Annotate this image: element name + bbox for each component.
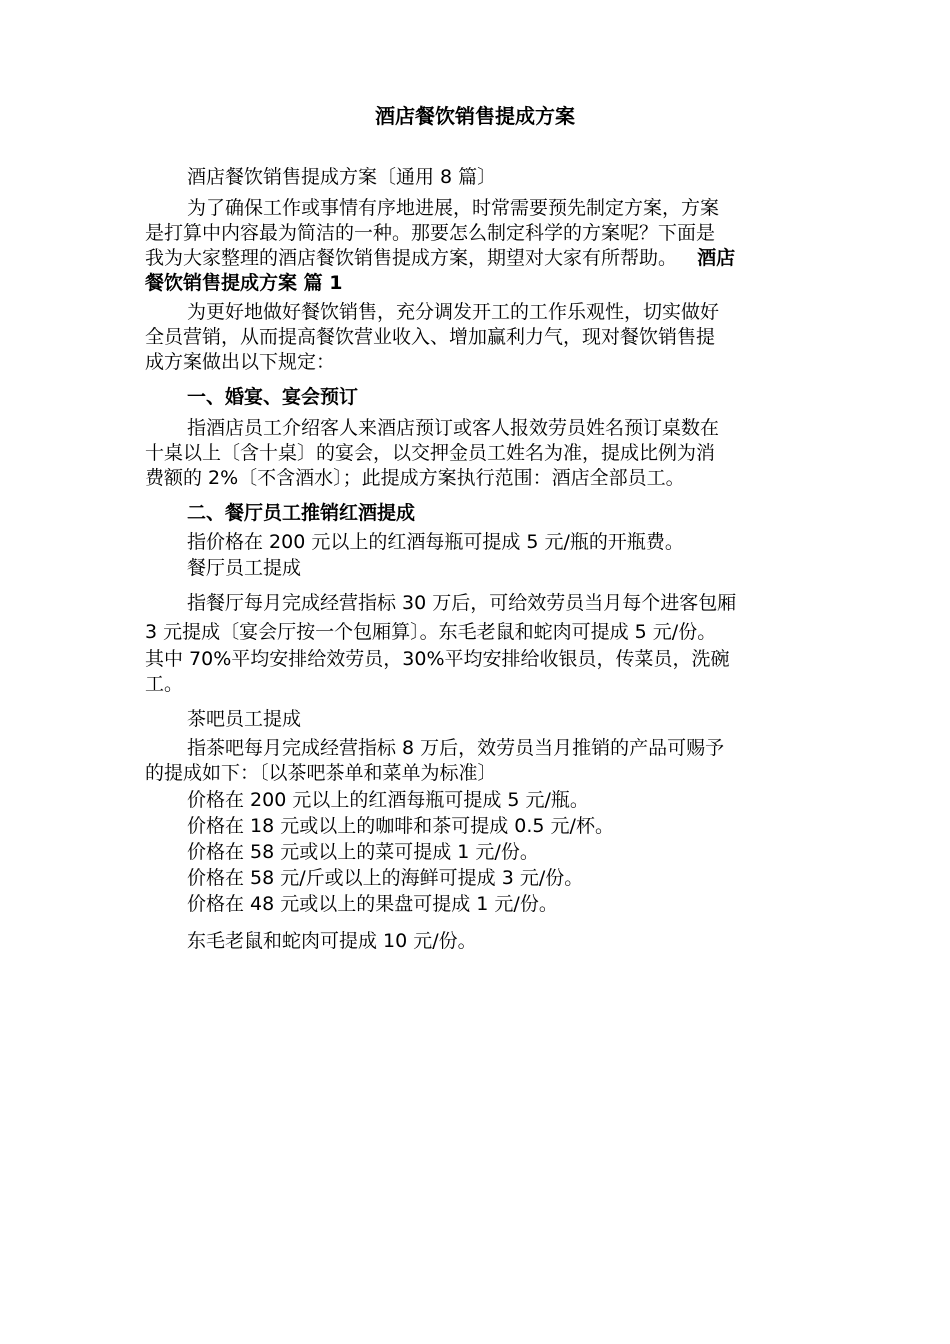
section-heading: 餐饮销售提成方案 篇 1 — [145, 272, 343, 294]
paragraph-line: 指酒店员工介绍客人来酒店预订或客人报效劳员姓名预订桌数在 — [187, 417, 720, 439]
list-item: 价格在 58 元或以上的菜可提成 1 元/份。 — [187, 841, 539, 863]
paragraph-line: 工。 — [145, 673, 184, 695]
list-item: 价格在 48 元或以上的果盘可提成 1 元/份。 — [187, 893, 558, 915]
section-heading-start: 酒店 — [697, 247, 736, 269]
paragraph-line: 指餐厅每月完成经营指标 30 万后，可给效劳员当月每个进客包厢 — [187, 592, 737, 614]
section1-title: 一、婚宴、宴会预订 — [187, 386, 359, 408]
paragraph-line: 成方案做出以下规定： — [145, 351, 336, 373]
subsection-title: 茶吧员工提成 — [187, 708, 302, 730]
intro-line-with-heading — [145, 246, 735, 270]
subsection-title: 餐厅员工提成 — [187, 557, 302, 579]
paragraph-line: 十桌以上〔含十桌〕的宴会，以交押金员工姓名为准，提成比例为消 — [145, 442, 716, 464]
paragraph-line: 其中 70%平均安排给效劳员，30%平均安排给收银员，传菜员，洗碗 — [145, 648, 730, 670]
intro-line: 为了确保工作或事情有序地进展，时常需要预先制定方案，方案 — [187, 197, 720, 219]
document-subtitle: 酒店餐饮销售提成方案〔通用 8 篇〕 — [187, 166, 497, 188]
paragraph-line: 指茶吧每月完成经营指标 8 万后，效劳员当月推销的产品可赐予 — [187, 737, 725, 759]
final-line: 东毛老鼠和蛇肉可提成 10 元/份。 — [187, 930, 477, 952]
paragraph-line: 指价格在 200 元以上的红酒每瓶可提成 5 元/瓶的开瓶费。 — [187, 531, 684, 553]
intro-text: 我为大家整理的酒店餐饮销售提成方案，期望对大家有所帮助。 — [145, 247, 678, 269]
paragraph-line: 的提成如下：〔以茶吧茶单和菜单为标准〕 — [145, 762, 497, 784]
list-item: 价格在 200 元以上的红酒每瓶可提成 5 元/瓶。 — [187, 789, 589, 811]
paragraph-line: 3 元提成〔宴会厅按一个包厢算〕。东毛老鼠和蛇肉可提成 5 元/份。 — [145, 621, 717, 643]
section2-title: 二、餐厅员工推销红酒提成 — [187, 502, 416, 524]
list-item: 价格在 18 元或以上的咖啡和茶可提成 0.5 元/杯。 — [187, 815, 614, 837]
paragraph-line: 为更好地做好餐饮销售，充分调发开工的工作乐观性，切实做好 — [187, 301, 720, 323]
document-title: 酒店餐饮销售提成方案 — [375, 104, 575, 128]
paragraph-line: 全员营销，从而提高餐饮营业收入、增加赢利力气，现对餐饮销售提 — [145, 326, 716, 348]
intro-line: 是打算中内容最为简洁的一种。那要怎么制定科学的方案呢？下面是 — [145, 222, 716, 244]
paragraph-line: 费额的 2%〔不含酒水〕；此提成方案执行范围：酒店全部员工。 — [145, 467, 685, 489]
list-item: 价格在 58 元/斤或以上的海鲜可提成 3 元/份。 — [187, 867, 584, 889]
